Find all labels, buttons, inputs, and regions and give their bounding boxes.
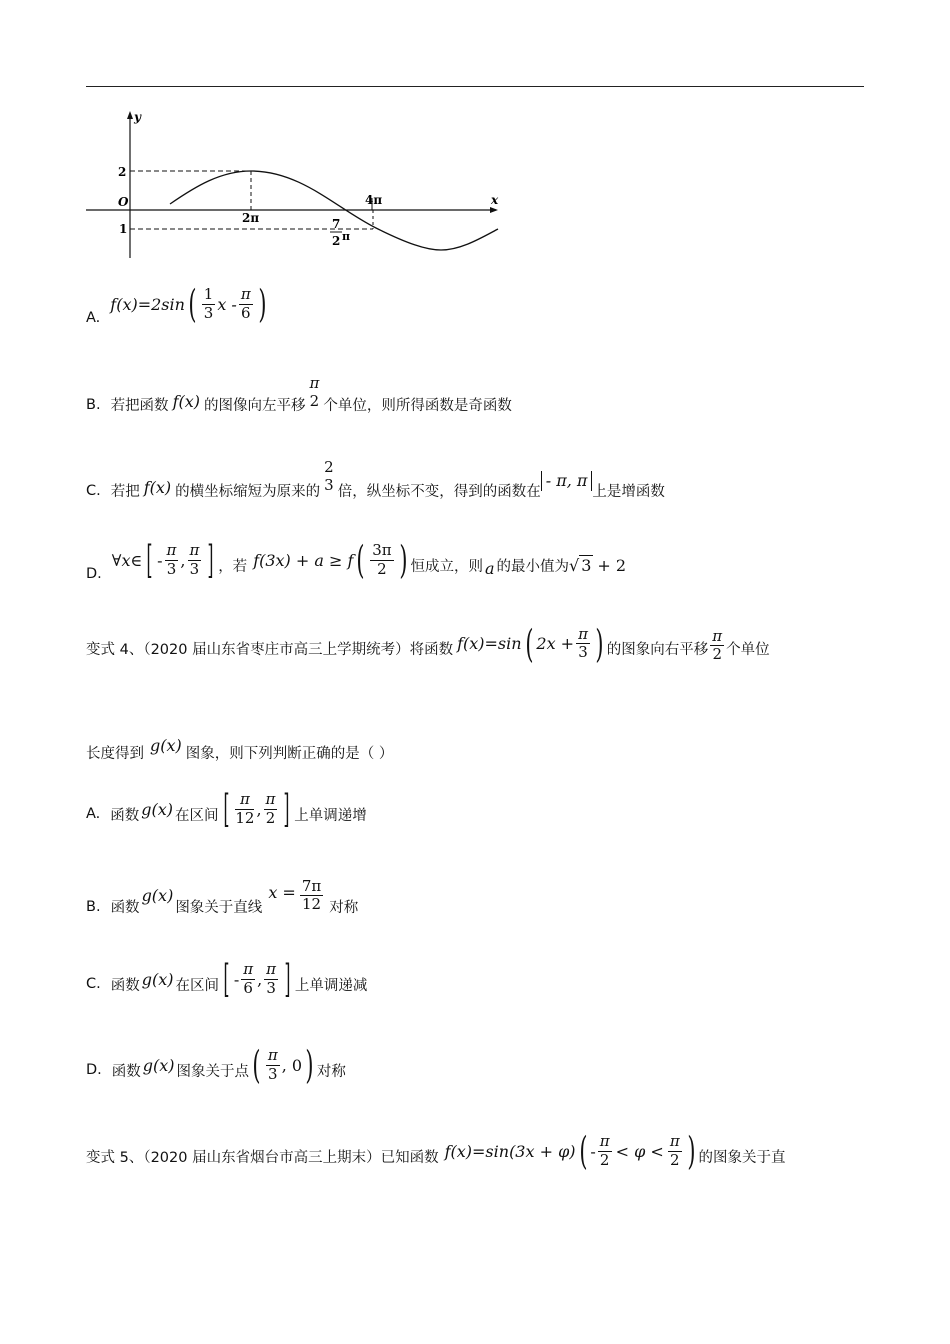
math-text: - — [233, 969, 240, 989]
math-text: 3 — [189, 559, 200, 578]
math-text: π — [243, 960, 254, 979]
sqrt: 3 — [581, 556, 592, 575]
option-label: A. — [86, 310, 101, 326]
bracket: [ — [223, 957, 230, 1001]
math-text: 个单位 — [726, 642, 770, 659]
bracket: ( — [356, 538, 365, 582]
math-text: 在区间 — [175, 807, 219, 824]
tick-4pi: 4π — [365, 193, 383, 207]
fraction — [188, 542, 202, 578]
math-text: 3 — [578, 643, 588, 662]
math-text: π — [309, 374, 320, 393]
fraction — [264, 961, 278, 997]
math-text: f(x)=sin(3x + φ) — [444, 1141, 576, 1161]
bracket: ) — [258, 282, 267, 326]
option-d-row — [86, 538, 626, 582]
math-text: 2x + — [536, 634, 575, 654]
bracket: ] — [284, 957, 291, 1001]
math-text: π — [712, 627, 723, 645]
v4-option-a — [86, 787, 367, 831]
math-text: 图象关于直线 — [175, 900, 263, 916]
math-text: 函数 — [110, 900, 140, 916]
math-text: , 0 — [281, 1055, 303, 1075]
fraction — [165, 542, 179, 578]
bracket: ) — [398, 538, 408, 582]
v4-option-d — [86, 1043, 346, 1087]
math-text: 上单调递减 — [294, 977, 368, 994]
bracket: ( — [188, 282, 197, 326]
math-text: 倍，纵坐标不变，得到的函数在 — [337, 484, 541, 500]
math-text: f(x) — [143, 478, 172, 497]
math-text: 函数 — [110, 977, 140, 994]
option-label: D. — [86, 1062, 102, 1078]
fraction — [241, 961, 255, 997]
math-text: 2 — [309, 391, 320, 410]
variant-4-stem-line2 — [86, 728, 393, 763]
math-text: 7π — [301, 876, 322, 895]
math-text: f(x) — [172, 392, 200, 411]
math-text: 的图像向左平移 — [204, 398, 306, 414]
math-text: 的图象关于直 — [698, 1149, 786, 1166]
math-text: 3 — [266, 978, 276, 997]
option-b-row — [86, 366, 512, 415]
math-text: - — [157, 550, 163, 570]
variant-4-title: 变式 4、（2020 届山东省枣庄市高三上学期统考）将函数 — [86, 642, 454, 659]
fraction — [300, 878, 323, 914]
tick-1: 1 — [119, 222, 128, 236]
math-text: 2 — [669, 1150, 680, 1169]
tick-2: 2 — [118, 165, 127, 179]
math-text: 函数 — [110, 807, 140, 824]
math-text: 个单位，则所得函数是奇函数 — [323, 398, 512, 414]
bracket: ( — [524, 621, 534, 666]
tick-2pi: 2π — [242, 211, 260, 225]
fraction — [264, 791, 278, 827]
math-text: π — [166, 541, 177, 560]
math-text: g(x) — [141, 969, 174, 989]
math-text: 2 — [265, 808, 276, 827]
v4-option-b — [86, 874, 358, 917]
math-text: , — [256, 799, 262, 819]
sine-graph — [86, 108, 506, 264]
math-text: 3π — [372, 541, 392, 560]
math-text: 的图象向右平移 — [606, 642, 709, 659]
bracket: ) — [305, 1043, 314, 1087]
math-text: 12 — [301, 895, 322, 913]
math-text: π — [267, 1046, 278, 1065]
fraction — [710, 628, 724, 664]
math-text: g(x) — [141, 886, 174, 905]
option-label: B. — [86, 898, 101, 915]
option-label: C. — [86, 976, 101, 992]
math-text: 1 — [203, 285, 214, 304]
math-text: - π, π — [541, 471, 593, 491]
fraction — [370, 542, 393, 578]
math-text: 的横坐标缩短为原来的 — [175, 484, 321, 500]
math-text: x = — [268, 883, 296, 902]
math-text: 6 — [240, 303, 251, 322]
tick-7-2-pi: π — [342, 230, 351, 243]
y-axis-label: y — [134, 110, 141, 124]
math-text: 2 — [712, 645, 722, 664]
bracket: [ — [146, 538, 153, 582]
variant-5-title: 变式 5、（2020 届山东省烟台市高三上期末）已知函数 — [86, 1149, 439, 1166]
math-text: 的最小值为 — [496, 558, 570, 575]
variant-5-stem — [86, 1129, 786, 1173]
expr: f(x)=2sin — [110, 294, 185, 314]
bracket: [ — [222, 787, 229, 831]
math-text: ，若 — [218, 558, 248, 575]
math-text: 2 — [324, 458, 334, 477]
math-text: < φ < — [615, 1141, 664, 1161]
math-text: 图象关于点 — [176, 1063, 250, 1080]
math-text: 图象，则下列判断正确的是（ ） — [185, 746, 394, 762]
frac — [202, 286, 216, 322]
option-label: C. — [86, 482, 101, 499]
v4-option-c — [86, 957, 368, 1001]
option-c-row — [86, 452, 665, 501]
math-text: g(x) — [142, 1055, 175, 1075]
option-label: D. — [86, 566, 102, 582]
bracket: ] — [283, 787, 290, 831]
math-text: 对称 — [316, 1063, 346, 1080]
x-axis-label: x — [491, 193, 499, 207]
math-text: π — [669, 1132, 680, 1151]
math-text: 若把 — [110, 484, 140, 500]
math-text: 3 — [268, 1064, 278, 1083]
math-text: π — [599, 1132, 610, 1151]
fraction — [598, 1133, 612, 1169]
math-text: - — [590, 1141, 596, 1161]
math-text: g(x) — [141, 799, 174, 819]
math-text: 上单调递增 — [294, 807, 367, 824]
bracket: ) — [595, 621, 604, 666]
origin-label: O — [118, 195, 129, 209]
tick-7-2-num: 7 — [332, 217, 341, 231]
math-text: 对称 — [329, 900, 359, 916]
math-text: 恒成立，则 — [410, 558, 483, 575]
fraction — [308, 375, 322, 410]
math-text: g(x) — [150, 736, 182, 755]
math-text: 12 — [235, 808, 255, 827]
math-text: 上是增函数 — [592, 484, 665, 500]
math-text: + 2 — [597, 555, 627, 575]
variant-4-stem — [86, 621, 770, 666]
math-text: 3 — [166, 559, 177, 578]
math-text: 2 — [377, 559, 387, 578]
math-text: π — [266, 960, 277, 979]
bracket: ( — [252, 1043, 261, 1087]
math-text: π — [240, 285, 251, 304]
fraction — [322, 459, 336, 494]
fraction — [576, 626, 590, 662]
math-text: π — [239, 790, 250, 809]
bracket: ( — [578, 1129, 588, 1173]
math-text: π — [189, 541, 200, 560]
math-text: 函数 — [111, 1063, 141, 1080]
bracket: ] — [207, 538, 214, 582]
math-text: π — [578, 625, 588, 643]
math-text: 长度得到 — [86, 746, 144, 762]
math-text: 3 — [324, 475, 334, 494]
math-text: ∀x∈ — [111, 550, 143, 570]
math-text: π — [265, 790, 276, 809]
math-text: 在区间 — [175, 977, 219, 994]
math-text: 3 — [203, 303, 214, 322]
math-text: √ — [569, 555, 580, 575]
math-text: 2 — [599, 1150, 610, 1169]
fraction — [668, 1133, 682, 1169]
math-text: , — [257, 969, 263, 989]
option-label: B. — [86, 396, 101, 413]
math-text: f(x)=sin — [457, 634, 522, 654]
math-text: , — [180, 550, 186, 570]
tick-7-2-den: 2 — [332, 234, 341, 248]
math-text: f(3x) + a ≥ f — [253, 550, 354, 570]
option-label: A. — [86, 806, 101, 822]
math-text: 6 — [243, 978, 253, 997]
math-text: x - — [217, 294, 237, 314]
option-a-row — [86, 282, 270, 326]
fraction — [235, 791, 254, 827]
fraction — [266, 1047, 280, 1083]
math-text: a — [484, 558, 495, 578]
header-rule — [86, 86, 864, 87]
frac — [239, 286, 253, 322]
math-text: 若把函数 — [110, 398, 169, 414]
bracket: ) — [687, 1129, 696, 1173]
